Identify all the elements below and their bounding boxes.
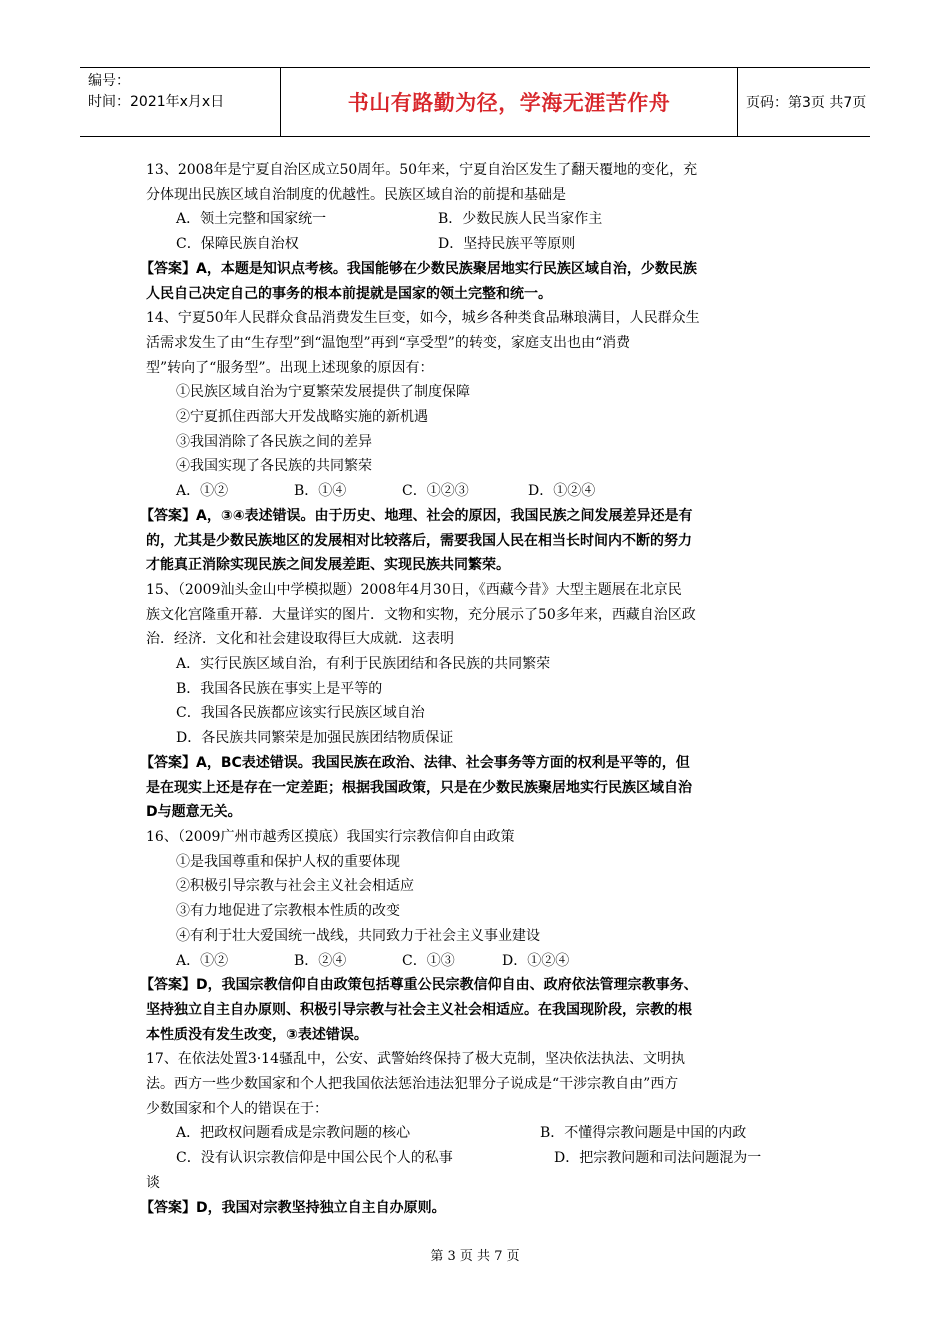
answer-line: 才能真正消除实现民族之间发展差距、实现民族共同繁荣。: [146, 557, 510, 574]
question-14: [140, 306, 810, 578]
answer-line: 【答案】A，BC表述错误。我国民族在政治、法律、社会事务等方面的权利是平等的，但: [140, 754, 690, 771]
option-row: [146, 232, 810, 257]
question-stem-line: 分体现出民族区域自治制度的优越性。民族区域自治的前提和基础是: [146, 186, 566, 203]
option-a: A．领土完整和国家统一: [176, 211, 327, 228]
option-row: [146, 207, 810, 232]
answer-line: 【答案】D，我国宗教信仰自由政策包括尊重公民宗教信仰自由、政府依法管理宗教事务、: [140, 977, 698, 994]
option-row: [146, 1121, 810, 1146]
page-header: [80, 67, 870, 137]
question-stem-line: 15、（2009汕头金山中学模拟题）2008年4月30日，《西藏今昔》大型主题展在北京民: [146, 581, 682, 598]
choice-b: B．②④: [294, 952, 347, 969]
question-15: [140, 578, 810, 825]
statement-item: ④我国实现了各民族的共同繁荣: [176, 458, 372, 475]
page-footer: 第 3 页 共 7 页: [430, 1249, 520, 1264]
option-item: C．我国各民族都应该实行民族区域自治: [176, 705, 425, 722]
question-stem-line: 治．经济．文化和社会建设取得巨大成就．这表明: [146, 631, 454, 648]
question-stem-line: 17、在依法处置3·14骚乱中，公安、武警始终保持了极大克制，坚决依法执法、文明执: [146, 1051, 685, 1068]
choice-d: D．①②④: [502, 952, 570, 969]
question-stem-line: 16、（2009广州市越秀区摸底）我国实行宗教信仰自由政策: [146, 828, 515, 845]
answer-line: 【答案】A，③④表述错误。由于历史、地理、社会的原因，我国民族之间发展差异还是有: [140, 507, 693, 524]
statement-item: ③我国消除了各民族之间的差异: [176, 433, 372, 450]
question-stem-line: 少数国家和个人的错误在于：: [146, 1100, 328, 1117]
choice-a: A．①②: [176, 952, 229, 969]
choice-a: A．①②: [176, 483, 229, 500]
option-wrap: 谈: [146, 1174, 160, 1191]
number-label: 编号：: [88, 73, 130, 89]
answer-line: 【答案】A，本题是知识点考核。我国能够在少数民族聚居地实行民族区域自治，少数民族: [140, 260, 697, 277]
header-motto: 书山有路勤为径，学海无涯苦作舟: [280, 68, 738, 136]
question-stem-line: 法。西方一些少数国家和个人把我国依法惩治违法犯罪分子说成是“干涉宗教自由”西方: [146, 1076, 679, 1093]
statement-item: ①民族区域自治为宁夏繁荣发展提供了制度保障: [176, 384, 470, 401]
option-row: [146, 1146, 810, 1171]
option-b: B．不懂得宗教问题是中国的内政: [540, 1125, 747, 1142]
statement-item: ①是我国尊重和保护人权的重要体现: [176, 853, 400, 870]
header-meta: [80, 68, 280, 136]
statement-item: ④有利于壮大爱国统一战线，共同致力于社会主义事业建设: [176, 927, 540, 944]
answer-line: 坚持独立自主自办原则、积极引导宗教与社会主义社会相适应。在我国现阶段，宗教的根: [146, 1001, 692, 1018]
option-c: C．保障民族自治权: [176, 236, 299, 253]
option-item: D．各民族共同繁荣是加强民族团结物质保证: [176, 730, 454, 747]
question-13: [140, 158, 810, 306]
statement-item: ③有力地促进了宗教根本性质的改变: [176, 903, 400, 920]
option-c: C．没有认识宗教信仰是中国公民个人的私事: [176, 1150, 453, 1167]
statement-item: ②宁夏抓住西部大开发战略实施的新机遇: [176, 409, 428, 426]
option-d: D．坚持民族平等原则: [438, 236, 576, 253]
answer-line: D与题意无关。: [146, 804, 242, 821]
statement-item: ②积极引导宗教与社会主义社会相适应: [176, 878, 414, 895]
choice-b: B．①④: [294, 483, 347, 500]
option-item: A．实行民族区域自治，有利于民族团结和各民族的共同繁荣: [176, 656, 551, 673]
choice-row: [146, 949, 810, 974]
choice-d: D．①②④: [528, 483, 596, 500]
document-body: [140, 158, 810, 1220]
header-page-info: 页码：第3页 共7页: [746, 95, 867, 111]
answer-line: 人民自己决定自己的事务的根本前提就是国家的领土完整和统一。: [146, 285, 552, 302]
choice-row: [146, 479, 810, 504]
question-stem-line: 族文化宫隆重开幕．大量详实的图片．文物和实物，充分展示了50多年来，西藏自治区政: [146, 606, 696, 623]
choice-c: C．①③: [402, 952, 455, 969]
option-d: D．把宗教问题和司法问题混为一: [554, 1150, 762, 1167]
time-label: 时间：2021年x月x日: [88, 94, 225, 110]
question-stem-line: 14、宁夏50年人民群众食品消费发生巨变，如今，城乡各种类食品琳琅满目，人民群众生: [146, 310, 700, 327]
question-stem-line: 型”转向了“服务型”。出现上述现象的原因有：: [146, 359, 434, 376]
question-17: [140, 1047, 810, 1220]
option-b: B．少数民族人民当家作主: [438, 211, 603, 228]
question-stem-line: 13、2008年是宁夏自治区成立50周年。50年来，宁夏自治区发生了翻天覆地的变化，充: [146, 162, 698, 178]
question-16: [140, 825, 810, 1047]
answer-line: 本性质没有发生改变，③表述错误。: [146, 1026, 368, 1043]
option-item: B．我国各民族在事实上是平等的: [176, 680, 383, 697]
option-a: A．把政权问题看成是宗教问题的核心: [176, 1125, 411, 1142]
answer-line: 【答案】D，我国对宗教坚持独立自主自办原则。: [140, 1199, 446, 1216]
answer-line: 是在现实上还是存在一定差距；根据我国政策，只是在少数民族聚居地实行民族区域自治: [146, 779, 692, 796]
choice-c: C．①②③: [402, 483, 469, 500]
question-stem-line: 活需求发生了由“生存型”到“温饱型”再到“享受型”的转变，家庭支出也由“消费: [146, 334, 631, 351]
answer-line: 的，尤其是少数民族地区的发展相对比较落后，需要我国人民在相当长时间内不断的努力: [146, 532, 692, 549]
